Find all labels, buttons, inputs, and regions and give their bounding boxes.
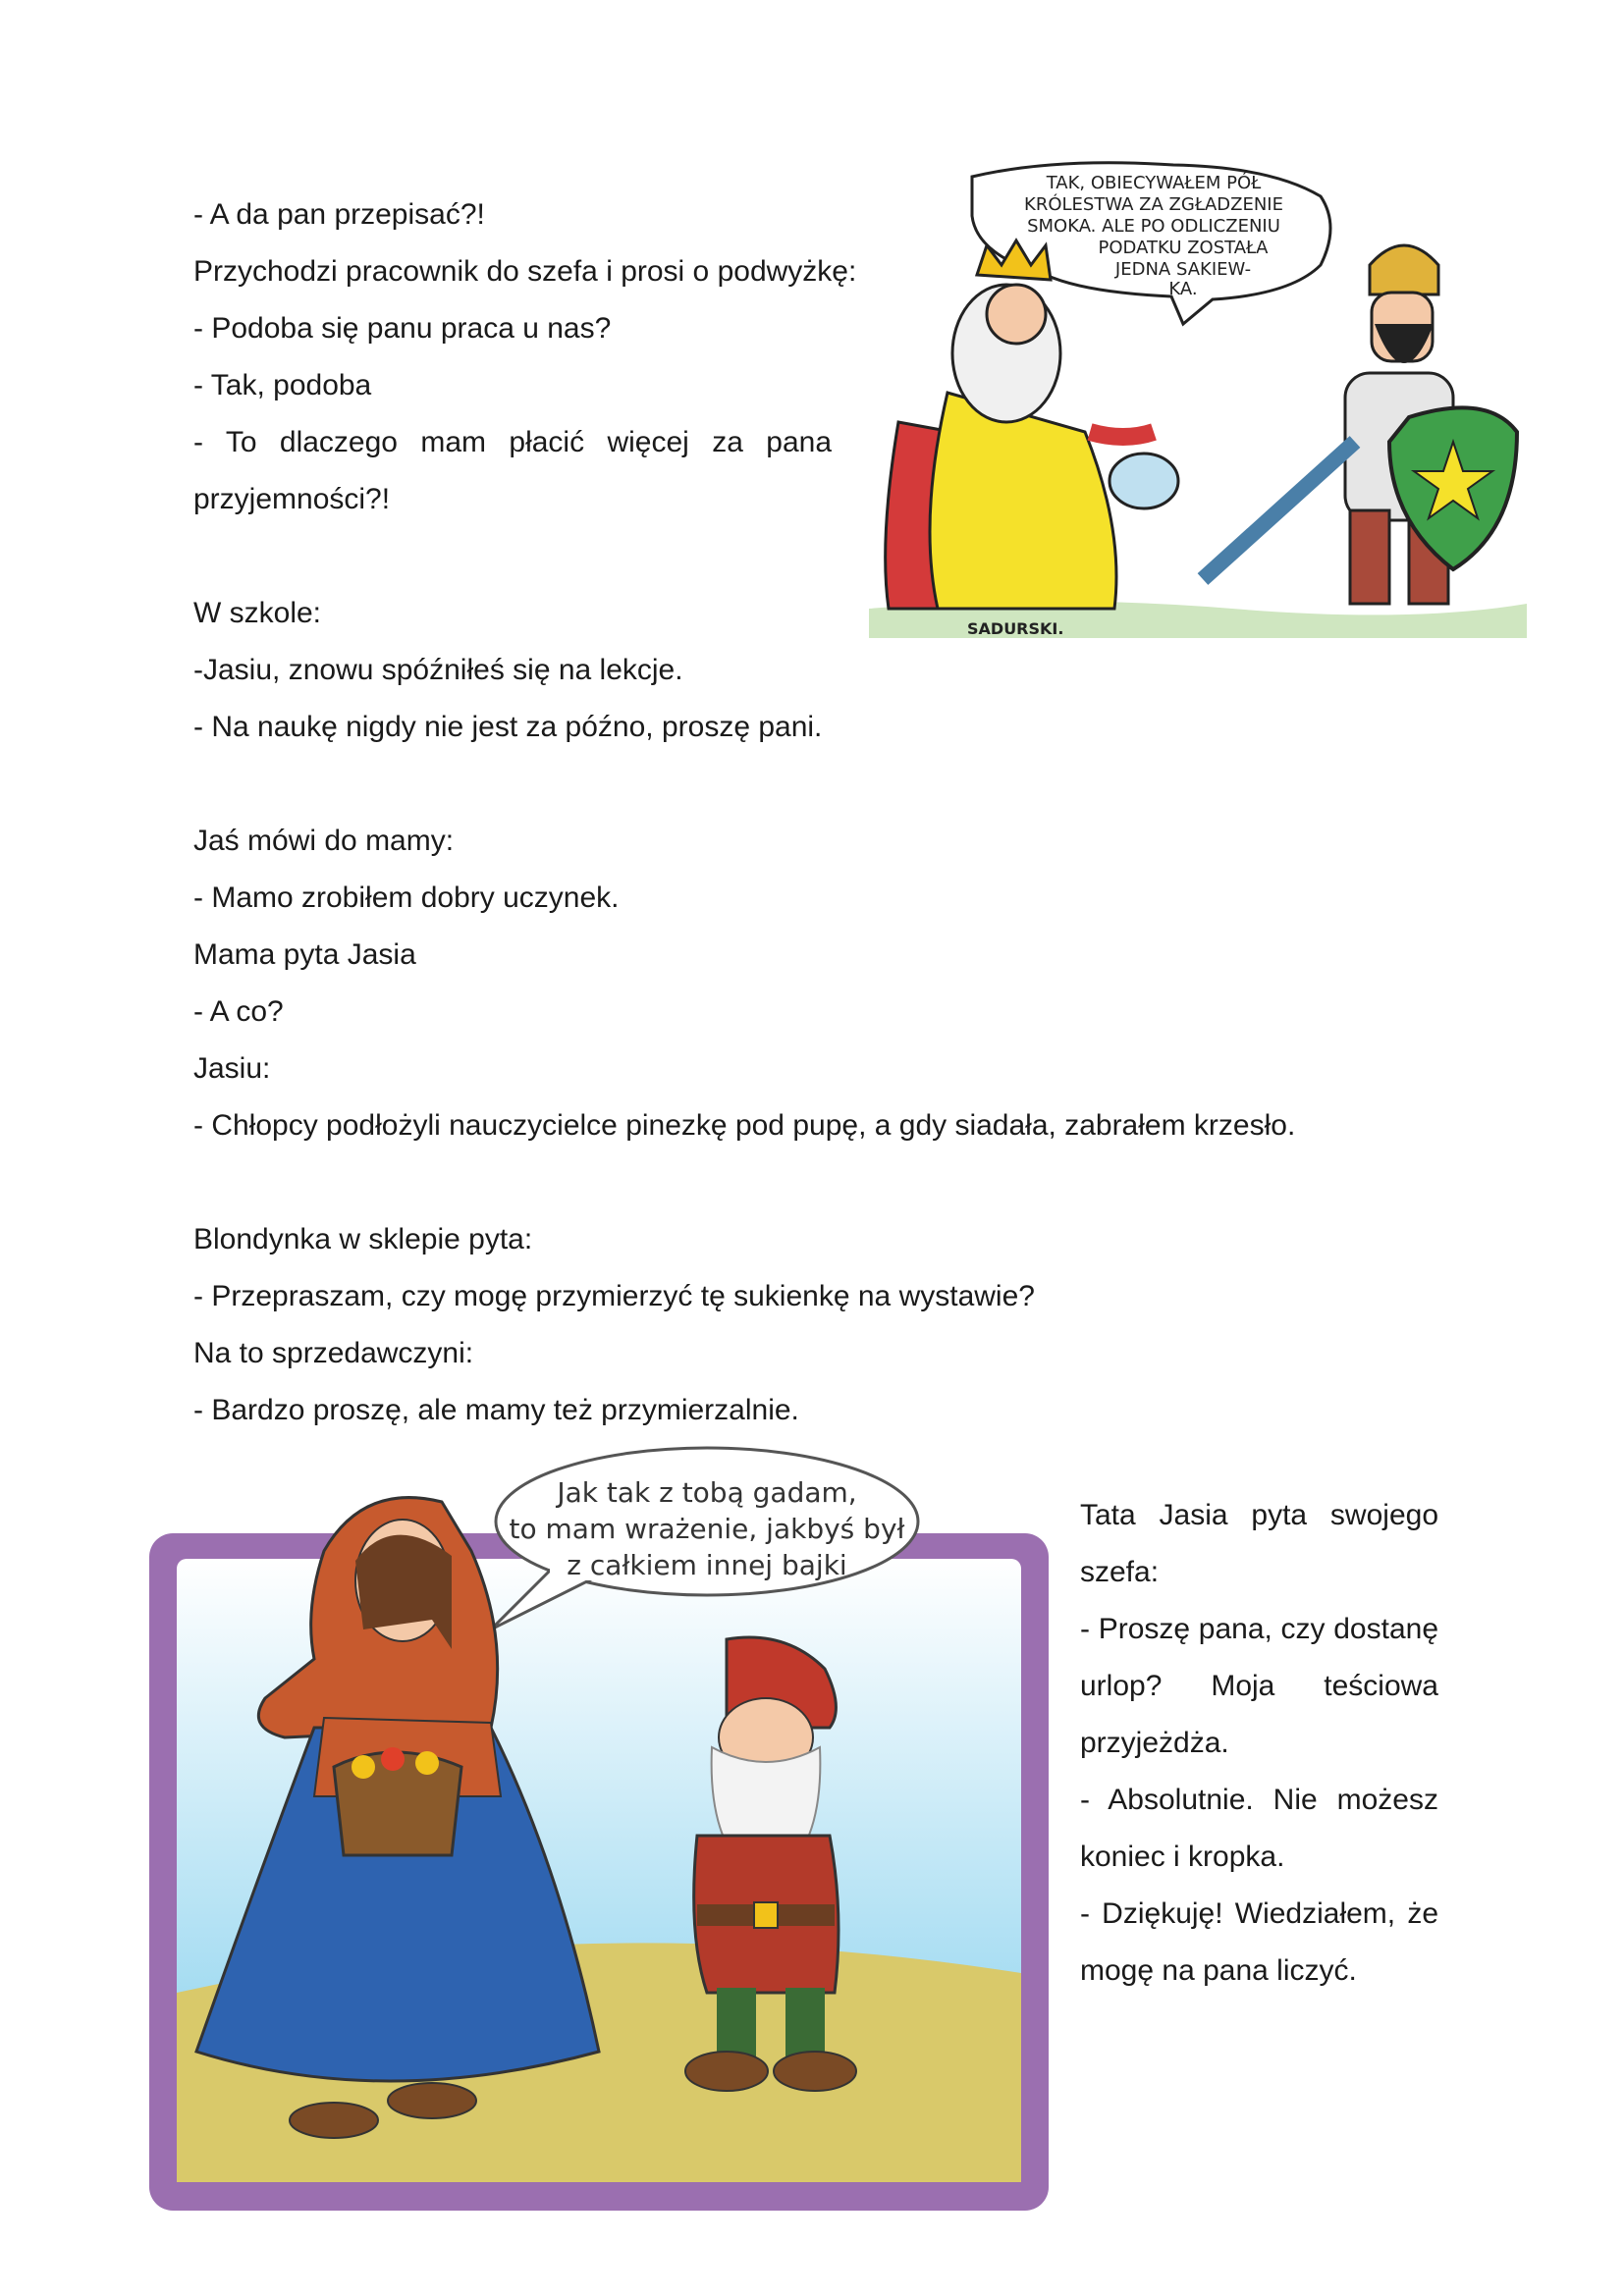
speech-line: z całkiem innej bajki: [567, 1549, 847, 1581]
speech-line: Jak tak z tobą gadam,: [557, 1476, 857, 1509]
speech-line: KA.: [1168, 279, 1198, 299]
side-joke-line: - Proszę pana, czy dostanę: [1080, 1613, 1438, 1645]
paragraph-gap: [193, 756, 1372, 813]
joke-line: -Jasiu, znowu spóźniłeś się na lekcje.: [193, 654, 683, 686]
side-joke-line: - Dziękuję! Wiedziałem, że: [1080, 1897, 1438, 1930]
joke-line: Jaś mówi do mamy:: [193, 825, 455, 857]
joke-line: Na to sprzedawczyni:: [193, 1337, 474, 1369]
joke-line: - Chłopcy podłożyli nauczycielce pinezkę pod pupę, a gdy siadała, zabrałem krzesło.: [193, 1109, 1296, 1142]
joke-line: - Na naukę nigdy nie jest za późno, proszę pani.: [193, 711, 823, 743]
paragraph-gap: [193, 1154, 1372, 1211]
joke-line: Blondynka w sklepie pyta:: [193, 1223, 533, 1255]
artist-signature: SADURSKI.: [967, 619, 1064, 638]
joke-line: W szkole:: [193, 597, 322, 629]
side-joke-line: koniec i kropka.: [1080, 1841, 1285, 1873]
joke-line: - To dlaczego mam płacić więcej za pana: [193, 426, 832, 458]
speech-line: KRÓLESTWA ZA ZGŁADZENIE: [1024, 194, 1283, 215]
joke-line: - A da pan przepisać?!: [193, 198, 485, 231]
riding-hood-gnome-cartoon: [137, 1443, 1060, 2228]
speech-line: SMOKA. ALE PO ODLICZENIU: [1027, 216, 1280, 237]
speech-line: JEDNA SAKIEW-: [1114, 259, 1252, 280]
speech-line: PODATKU ZOSTAŁA: [1098, 238, 1269, 258]
joke-line: Przychodzi pracownik do szefa i prosi o podwyżkę:: [193, 255, 857, 288]
joke-line: - Przepraszam, czy mogę przymierzyć tę sukienkę na wystawie?: [193, 1280, 1035, 1312]
joke-line: - Bardzo proszę, ale mamy też przymierzalnie.: [193, 1394, 799, 1426]
joke-line: - A co?: [193, 995, 284, 1028]
side-joke-line: szefa:: [1080, 1556, 1160, 1588]
king-knight-cartoon: [859, 147, 1537, 658]
joke-line: - Tak, podoba: [193, 369, 372, 401]
joke-line: - Podoba się panu praca u nas?: [193, 312, 612, 345]
side-joke-line: Tata Jasia pyta swojego: [1080, 1499, 1438, 1531]
joke-line: - Mamo zrobiłem dobry uczynek.: [193, 881, 620, 914]
side-joke-line: urlop? Moja teściowa: [1080, 1670, 1438, 1702]
side-joke-line: mogę na pana liczyć.: [1080, 1954, 1357, 1987]
joke-line: Mama pyta Jasia: [193, 938, 416, 971]
side-joke-line: przyjeżdża.: [1080, 1727, 1229, 1759]
side-joke-line: - Absolutnie. Nie możesz: [1080, 1784, 1438, 1816]
joke-line: Jasiu:: [193, 1052, 271, 1085]
joke-line: przyjemności?!: [193, 483, 391, 515]
speech-line: TAK, OBIECYWAŁEM PÓŁ: [1046, 173, 1262, 193]
side-joke-column: [1080, 1487, 1438, 2000]
speech-line: to mam wrażenie, jakbyś był: [509, 1513, 905, 1545]
